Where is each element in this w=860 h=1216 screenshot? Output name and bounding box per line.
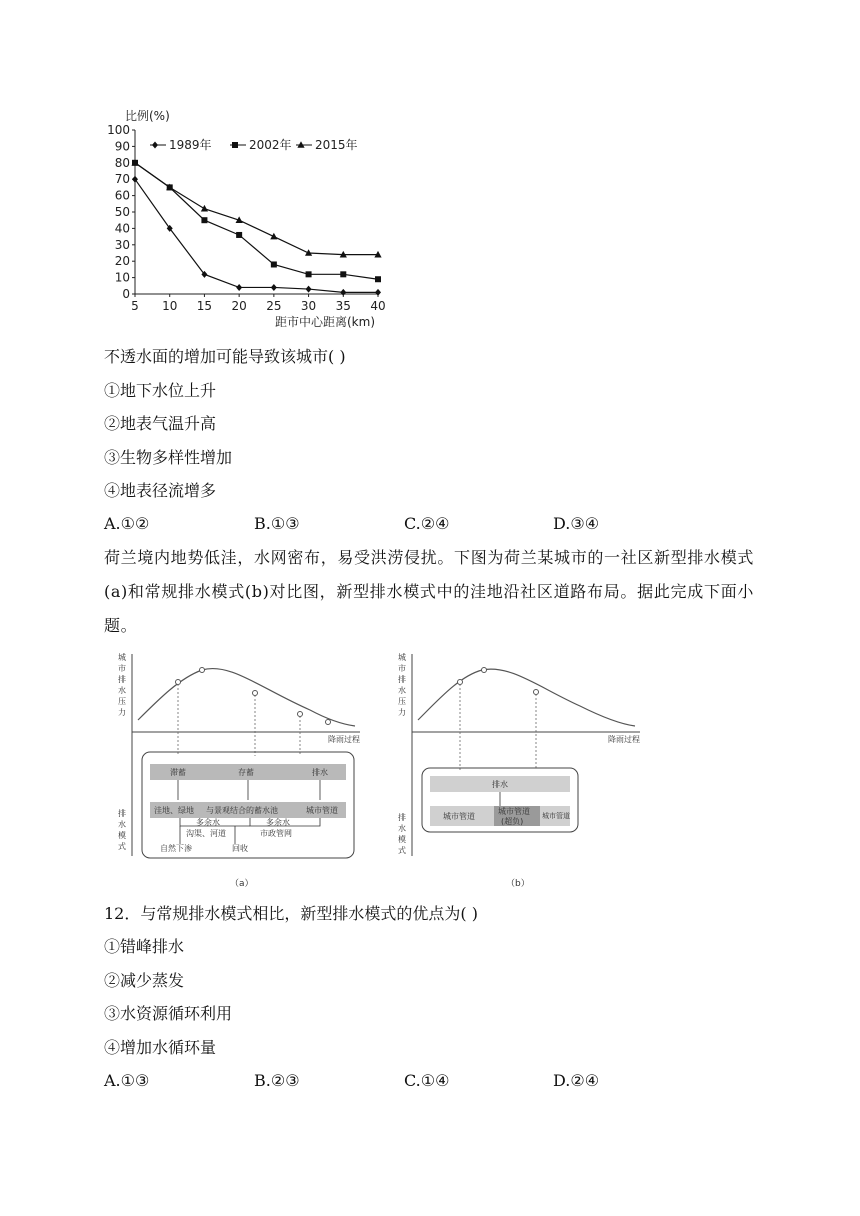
vertical-label-char: 城 xyxy=(118,653,126,662)
a-pipe-net: 市政管网 xyxy=(260,829,292,838)
vertical-label-char: 排 xyxy=(118,675,126,684)
y-tick-label: 90 xyxy=(114,139,130,154)
a-x-axis-label: 降雨过程 xyxy=(328,735,360,744)
vertical-label-char: 式 xyxy=(398,846,406,855)
vertical-label-char: 水 xyxy=(118,820,126,829)
q11-item-3: ③生物多样性增加 xyxy=(104,448,233,467)
q12-option-c[interactable]: C.①④ xyxy=(404,1071,450,1090)
a-bottom-3: 城市管道 xyxy=(306,806,338,815)
data-point-2002年 xyxy=(340,271,346,277)
x-axis-label: 距市中心距离(km) xyxy=(275,315,376,329)
vertical-label-char: 水 xyxy=(118,686,126,695)
b-bottom-3: 城市管道 xyxy=(542,812,570,820)
a-recycle: 回收 xyxy=(232,844,248,853)
drainage-diagram xyxy=(110,648,670,898)
q11-option-d[interactable]: D.③④ xyxy=(553,514,600,533)
vertical-label-char: 水 xyxy=(398,686,406,695)
data-point-1989年 xyxy=(375,289,381,296)
x-tick-label: 25 xyxy=(266,299,282,313)
legend-marker xyxy=(232,142,238,148)
q12-option-b[interactable]: B.②③ xyxy=(254,1071,300,1090)
y-tick-label: 10 xyxy=(114,270,130,285)
b-curve-point-2 xyxy=(482,668,487,673)
a-curve-point-3 xyxy=(253,691,258,696)
series-line-2002年 xyxy=(135,163,378,279)
vertical-label-char: 排 xyxy=(398,675,406,684)
q11-item-2: ②地表气温升高 xyxy=(104,414,217,433)
vertical-label-char: 压 xyxy=(398,697,406,706)
b-mode-label xyxy=(398,812,406,855)
vertical-label-char: 市 xyxy=(398,664,406,673)
data-point-1989年 xyxy=(271,284,277,291)
a-curve-point-5 xyxy=(326,720,331,725)
y-tick-label: 100 xyxy=(107,123,130,137)
a-bottom-1: 洼地、绿地 xyxy=(154,806,194,815)
series-line-2015年 xyxy=(135,163,378,255)
b-curve-point-3 xyxy=(534,690,539,695)
vertical-label-char: 压 xyxy=(118,697,126,706)
data-point-2002年 xyxy=(201,217,207,223)
y-tick-label: 50 xyxy=(114,205,130,219)
legend-label: 2002年 xyxy=(249,138,292,152)
x-tick-label: 30 xyxy=(300,299,317,313)
q12-item-1: ①错峰排水 xyxy=(104,937,185,956)
x-tick-label: 5 xyxy=(131,299,139,313)
a-curve-point-4 xyxy=(298,712,303,717)
y-axis-label: 比例(%) xyxy=(125,109,170,123)
vertical-label-char: 水 xyxy=(398,824,406,833)
data-point-1989年 xyxy=(236,284,242,291)
a-caption: （a） xyxy=(230,879,254,889)
q12-item-4: ④增加水循环量 xyxy=(104,1038,217,1057)
data-point-2015年 xyxy=(201,205,208,212)
b-overload: (超负) xyxy=(501,817,524,826)
data-point-2002年 xyxy=(236,232,242,238)
vertical-label-char: 排 xyxy=(398,813,406,822)
y-tick-label: 80 xyxy=(114,155,130,170)
data-point-2002年 xyxy=(375,276,381,282)
data-point-2002年 xyxy=(306,271,312,277)
q12-item-3: ③水资源循环利用 xyxy=(104,1004,233,1023)
data-point-2015年 xyxy=(305,249,312,256)
a-top-2: 存蓄 xyxy=(238,768,254,777)
b-x-axis-label: 降雨过程 xyxy=(608,735,640,744)
q12-option-a[interactable]: A.①③ xyxy=(104,1071,150,1090)
vertical-label-char: 模 xyxy=(118,831,126,840)
b-bottom-1: 城市管道 xyxy=(443,812,475,821)
a-surplus-2: 多余水 xyxy=(266,818,290,827)
q11-item-4: ④地表径流增多 xyxy=(104,481,217,500)
y-tick-label: 0 xyxy=(122,287,130,301)
q11-option-a[interactable]: A.①② xyxy=(104,514,150,533)
legend-label: 1989年 xyxy=(169,138,212,152)
q12-item-2: ②减少蒸发 xyxy=(104,971,185,990)
a-infiltration: 自然下渗 xyxy=(160,844,192,853)
a-curve-point-1 xyxy=(176,680,181,685)
a-channel: 沟渠、河道 xyxy=(186,829,226,838)
b-caption: （b） xyxy=(506,879,530,889)
y-tick-label: 40 xyxy=(114,221,130,236)
a-top-3: 排水 xyxy=(312,768,328,777)
x-tick-label: 20 xyxy=(231,299,247,313)
b-bottom-2: 城市管道 xyxy=(498,807,530,816)
vertical-label-char: 式 xyxy=(118,842,126,851)
legend-label: 2015年 xyxy=(315,138,358,152)
a-y-axis-label xyxy=(118,652,126,717)
q11-stem: 不透水面的增加可能导致该城市( ) xyxy=(104,347,346,366)
data-point-1989年 xyxy=(340,289,346,296)
a-mode-label xyxy=(118,808,126,851)
vertical-label-char: 力 xyxy=(398,708,406,717)
q12-stem: 12．与常规排水模式相比，新型排水模式的优点为( ) xyxy=(104,904,478,923)
b-curve-point-1 xyxy=(458,680,463,685)
legend-marker xyxy=(152,142,158,149)
line-chart xyxy=(100,104,400,334)
vertical-label-char: 模 xyxy=(398,835,406,844)
q11-option-c[interactable]: C.②④ xyxy=(404,514,450,533)
vertical-label-char: 城 xyxy=(398,653,406,662)
a-pressure-curve xyxy=(138,669,355,726)
b-top: 排水 xyxy=(492,780,508,789)
x-tick-label: 40 xyxy=(370,299,386,313)
passage: 荷兰境内地势低洼，水网密布，易受洪涝侵扰。下图为荷兰某城市的一社区新型排水模式(a)和常规排水模式(b)对比图，新型排水模式中的洼地沿社区道路布局。据此完成下面小题。 xyxy=(104,548,754,635)
y-tick-label: 20 xyxy=(114,254,130,269)
x-tick-label: 35 xyxy=(335,299,351,313)
a-surplus-1: 多余水 xyxy=(196,818,220,827)
q12-option-d[interactable]: D.②④ xyxy=(553,1071,600,1090)
y-tick-label: 30 xyxy=(114,237,130,252)
q11-option-b[interactable]: B.①③ xyxy=(254,514,300,533)
vertical-label-char: 排 xyxy=(118,809,126,818)
a-curve-point-2 xyxy=(200,668,205,673)
data-point-2015年 xyxy=(270,233,277,240)
a-bottom-2: 与景观结合的蓄水池 xyxy=(206,806,278,815)
y-tick-label: 70 xyxy=(114,172,130,187)
x-tick-label: 15 xyxy=(196,299,213,313)
q11-item-1: ①地下水位上升 xyxy=(104,381,217,400)
vertical-label-char: 力 xyxy=(118,708,126,717)
x-tick-label: 10 xyxy=(162,299,178,313)
y-tick-label: 60 xyxy=(114,188,130,203)
b-y-axis-label xyxy=(398,652,406,717)
data-point-2002年 xyxy=(271,261,277,267)
b-pressure-curve xyxy=(418,669,635,726)
vertical-label-char: 市 xyxy=(118,664,126,673)
data-point-1989年 xyxy=(306,286,312,293)
a-top-1: 滞蓄 xyxy=(170,768,186,777)
